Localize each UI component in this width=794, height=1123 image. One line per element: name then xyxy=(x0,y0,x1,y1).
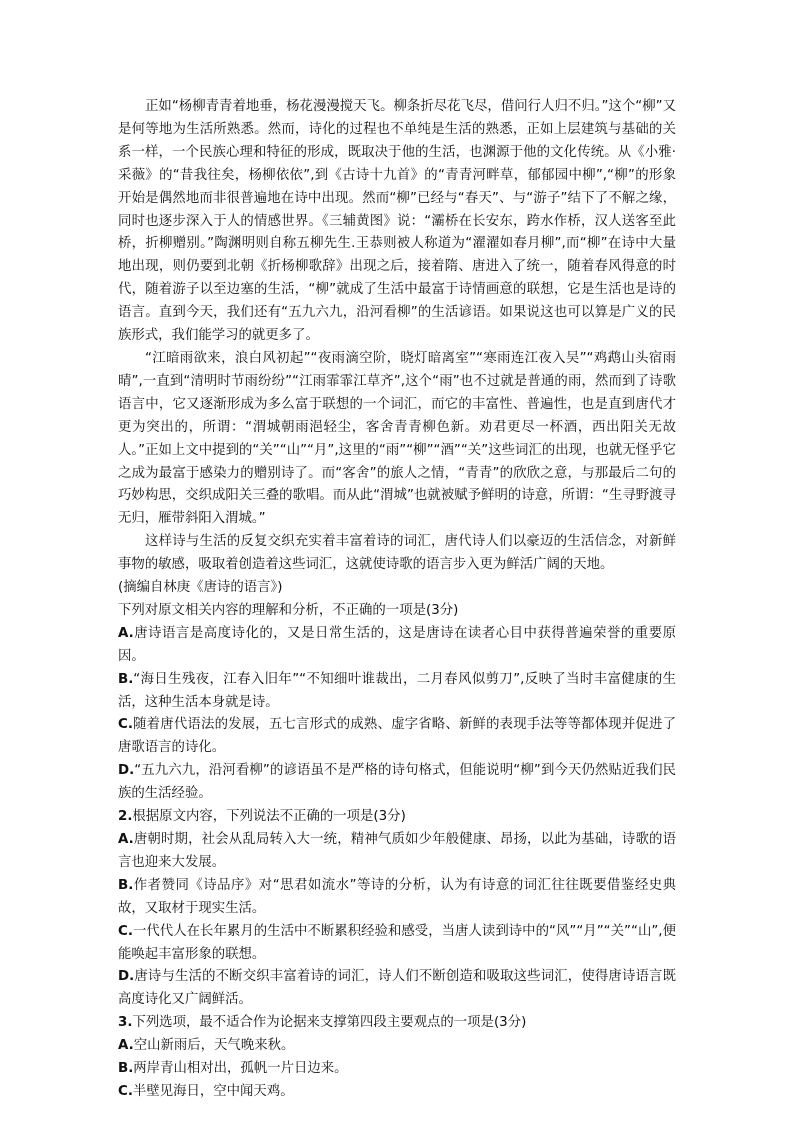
option-text: 空山新雨后，天气晚来秋。 xyxy=(133,1038,295,1054)
question-2-stem xyxy=(118,806,676,829)
option-letter: D. xyxy=(118,969,135,985)
question-1-option-c[interactable] xyxy=(118,714,676,760)
option-letter: B. xyxy=(118,1061,134,1077)
question-1-stem: 下列对原文相关内容的理解和分析，不正确的一项是(3分) xyxy=(118,602,459,618)
question-3-option-c[interactable] xyxy=(118,1081,676,1104)
question-2-option-c[interactable] xyxy=(118,921,676,967)
option-letter: A. xyxy=(118,832,134,847)
question-stem-text: 下列选项，最不适合作为论据来支撑第四段主要观点的一项是(3分) xyxy=(132,1015,527,1031)
option-letter: B. xyxy=(118,671,134,687)
question-number: 2. xyxy=(118,809,133,825)
option-letter: C. xyxy=(118,1083,133,1099)
option-text: “五九六九，沿河看柳”的谚语虽不是严格的诗句格式，但能说明“柳”到今天仍然贴近我们民族的生活经验。 xyxy=(118,763,676,802)
document-page xyxy=(118,96,676,1104)
passage-paragraph-2: “江暗雨欲来，浪白风初起”“夜雨滴空阶，晓灯暗离室”“寒雨连江夜入吴”“鸡鹉山头宿雨晴”,一直到“清明时节雨纷纷”“江雨霏霏江草齐”,这个“雨”也不过就是普通的雨，然而到了诗歌语言中，它又逐渐形成为多么富于联想的一个词汇，而它的丰富性、普遍性，也是直到唐代才更为突出的，所谓：“渭城朝雨浥轻尘，客舍青青柳色新。劝君更尽一杯酒，西出阳关无故人。”正如上文中提到的“关”“山”“月”,这里的“雨”“柳”“酒”“关”这些词汇的出现，也就无怪乎它之成为最富于感染力的赠别诗了。而“客舍”的旅人之情，“青青”的欣欣之意，与那最后二句的巧妙构思，交织成阳关三叠的歌唱。而从此“渭城”也就被赋予鲜明的诗意，所谓：“生寻野渡寻无归，雁带斜阳入渭城。” xyxy=(118,350,676,527)
option-letter: B. xyxy=(118,877,134,893)
option-text: 随着唐代语法的发展，五七言形式的成熟、虚字省略、新鲜的表现手法等等都体现并促进了唐歌语言的诗化。 xyxy=(118,717,676,756)
question-2-option-d[interactable] xyxy=(118,966,676,1012)
option-text: 唐诗语言是高度诗化的，又是日常生活的，这是唐诗在读者心目中获得普遍荣誉的重要原因。 xyxy=(118,625,676,664)
question-1-option-a[interactable] xyxy=(118,623,676,669)
option-letter: C. xyxy=(118,923,133,939)
question-2-option-a[interactable] xyxy=(118,829,676,875)
question-3 xyxy=(118,1012,676,1104)
question-1-option-d[interactable] xyxy=(118,760,676,806)
question-1-option-b[interactable] xyxy=(118,669,676,715)
passage-paragraph-1: 正如“杨柳青青着地垂，杨花漫漫搅天飞。柳条折尽花飞尽，借问行人归不归。”这个“柳”又是何等地为生活所熟悉。然而，诗化的过程也不单纯是生活的熟悉，正如上层建筑与基础的关系一样，一个民族心理和特征的形成，既取决于他的生活，也渊源于他的文化传统。从《小雅·采薇》的“昔我往矣，杨柳依依”,到《古诗十九首》的“青青河畔草，郁郁园中柳”,“柳”的形象开始是偶然地而非很普遍地在诗中出现。然而“柳”已经与“春天”、与“游子”结下了不解之缘，同时也逐步深入于人的情感世界。《三辅黄图》说：“灞桥在长安东，跨水作桥，汉人送客至此桥，折柳赠别。”陶渊明则自称五柳先生.王恭则被人称道为“濯濯如春月柳”,而“柳”在诗中大量地出现，则仍要到北朝《折杨柳歌辞》出现之后，接着隋、唐进入了统一，随着春风得意的时代，随着游子以至边塞的生活，“柳”就成了生活中最富于诗情画意的联想，它是生活也是诗的语言。直到今天，我们还有“五九六九，沿河看柳”的生活谚语。如果说这也可以算是广义的民族形式，我们能学习的就更多了。 xyxy=(118,99,676,344)
option-letter: D. xyxy=(118,763,135,779)
option-letter: A. xyxy=(118,1038,134,1054)
option-letter: C. xyxy=(118,717,133,733)
question-3-option-a[interactable] xyxy=(118,1035,676,1058)
option-text: 作者赞同《诗品序》对“思君如流水”等诗的分析，认为有诗意的词汇往往既要借鉴经史典故，又取材于现实生活。 xyxy=(118,877,676,916)
option-text: 半壁见海日，空中闻天鸡。 xyxy=(132,1083,294,1099)
passage-paragraph-3: 这样诗与生活的反复交织充实着丰富着诗的词汇，唐代诗人们以豪迈的生活信念，对新鲜事物的敏感，吸取着创造着这些词汇，这就使诗歌的语言步入更为鲜活广阔的天地。 xyxy=(118,534,676,573)
question-stem-text: 根据原文内容，下列说法不正确的一项是(3分) xyxy=(132,809,406,825)
option-text: 两岸青山相对出，孤帆一片日边来。 xyxy=(133,1061,348,1077)
question-2 xyxy=(118,806,676,1012)
option-text: 一代代人在长年累月的生活中不断累积经验和感受，当唐人读到诗中的“风”“月”“关”“山”,便能唤起丰富形象的联想。 xyxy=(118,923,676,962)
question-3-option-b[interactable] xyxy=(118,1058,676,1081)
question-number: 3. xyxy=(118,1015,133,1031)
question-1 xyxy=(118,600,676,806)
option-text: 唐朝时期，社会从乱局转入大一统，精神气质如少年般健康、昂扬，以此为基础，诗歌的语言也迎来大发展。 xyxy=(118,832,676,870)
passage-source: (摘编自林庚《唐诗的语言》) xyxy=(118,580,283,596)
question-2-option-b[interactable] xyxy=(118,875,676,921)
option-letter: A. xyxy=(118,625,134,641)
option-text: 唐诗与生活的不断交织丰富着诗的词汇，诗人们不断创造和吸取这些词汇，使得唐诗语言既高度诗化又广阔鲜活。 xyxy=(118,969,676,1008)
option-text: “海日生残夜，江春入旧年”“不知细叶谁裁出，二月春风似剪刀”,反映了当时丰富健康的生活，这种生活本身就是诗。 xyxy=(118,671,676,710)
question-3-stem xyxy=(118,1012,676,1035)
